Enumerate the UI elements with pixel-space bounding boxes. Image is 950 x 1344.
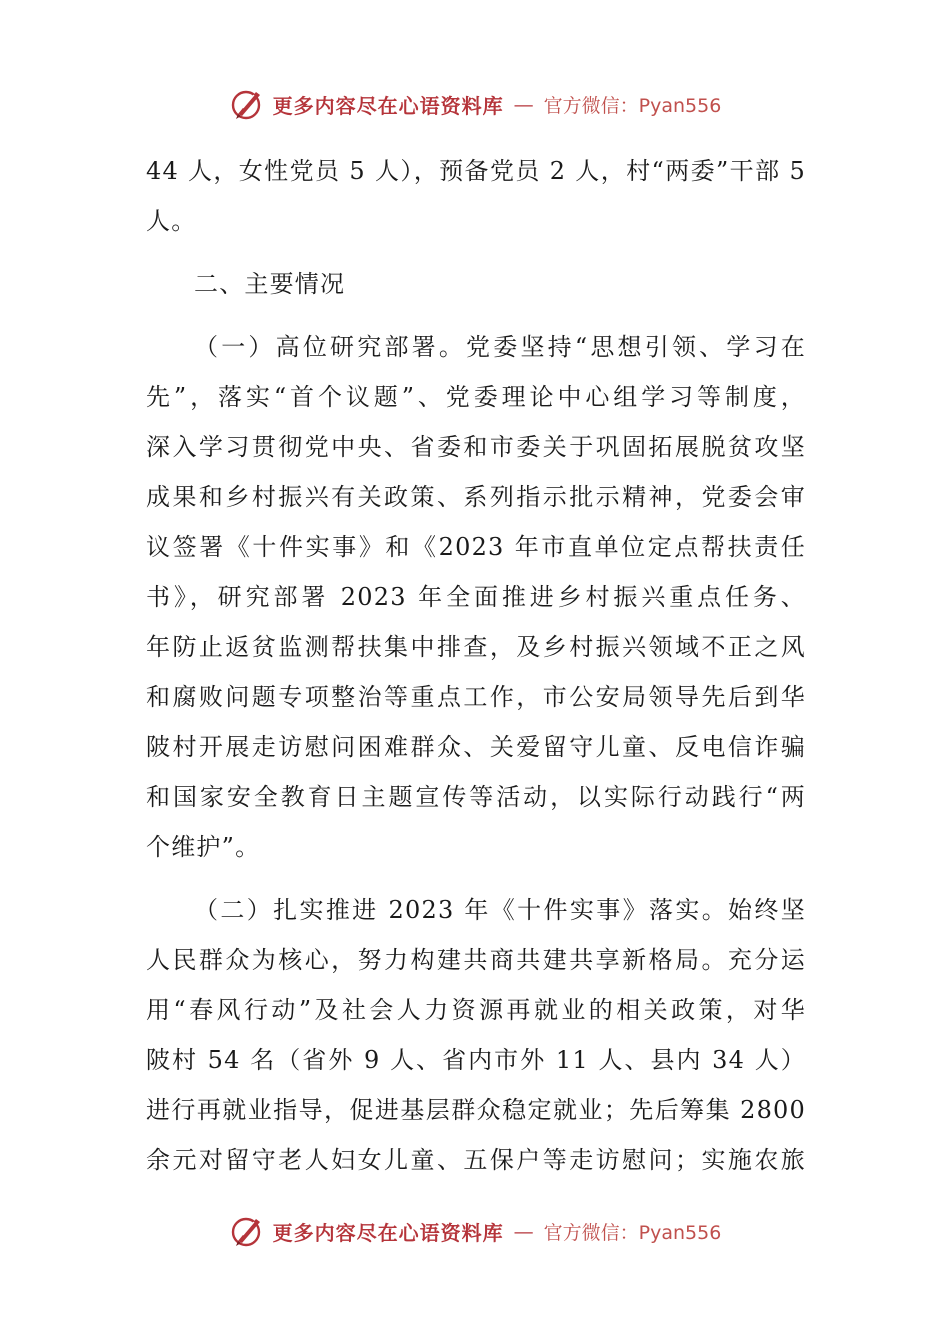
footer-wechat-text: 官方微信：Pyan556 [543,1221,722,1244]
para2-line-10: 和国家安全教育日主题宣传等活动，以实际行动践行“两 [146,783,806,811]
para2-line-5: 议签署《十件实事》和《2023 年市直单位定点帮扶责任 [146,533,806,561]
para3-line-2: 人民群众为核心，努力构建共商共建共享新格局。充分运 [146,946,806,974]
footer-brand-text: 更多内容尽在心语资料库 [272,1220,504,1245]
para2-line-8: 和腐败问题专项整治等重点工作，市公安局领导先后到华 [146,683,806,711]
para3-line-6: 余元对留守老人妇女儿童、五保户等走访慰问；实施农旅 [146,1146,806,1174]
para2-line-1: （一）高位研究部署。党委坚持“思想引领、学习在 [194,333,806,361]
footer-dash: — [513,1219,534,1243]
header-brand-text: 更多内容尽在心语资料库 [272,93,504,118]
header-dash: — [513,92,534,116]
para2-line-2: 先”，落实“首个议题”、党委理论中心组学习等制度， [146,383,806,411]
para2-line-6: 书》，研究部署 2023 年全面推进乡村振兴重点任务、 [146,583,806,611]
para3-line-1: （二）扎实推进 2023 年《十件实事》落实。始终坚 [194,896,806,924]
header-wechat-text: 官方微信：Pyan556 [543,94,722,117]
quill-pen-logo-icon [229,1213,265,1249]
para1-line-1: 44 人，女性党员 5 人），预备党员 2 人，村“两委”干部 5 [146,157,806,185]
para2-line-7: 年防止返贫监测帮扶集中排查，及乡村振兴领域不正之风 [146,633,806,661]
para2-line-3: 深入学习贯彻党中央、省委和市委关于巩固拓展脱贫攻坚 [146,433,806,461]
header-banner [0,82,950,126]
section-heading: 二、主要情况 [194,270,346,298]
para3-line-4: 陂村 54 名（省外 9 人、省内市外 11 人、县内 34 人） [146,1046,806,1074]
para2-line-11: 个维护”。 [146,833,261,861]
para3-line-3: 用“春风行动”及社会人力资源再就业的相关政策，对华 [146,996,806,1024]
para2-line-9: 陂村开展走访慰问困难群众、关爱留守儿童、反电信诈骗 [146,733,806,761]
footer-banner [0,1209,950,1253]
para1-line-2: 人。 [146,207,197,235]
document-body [146,146,806,1185]
para2-line-4: 成果和乡村振兴有关政策、系列指示批示精神，党委会审 [146,483,806,511]
para3-line-5: 进行再就业指导，促进基层群众稳定就业；先后筹集 2800 [146,1096,806,1124]
quill-pen-logo-icon [229,86,265,122]
